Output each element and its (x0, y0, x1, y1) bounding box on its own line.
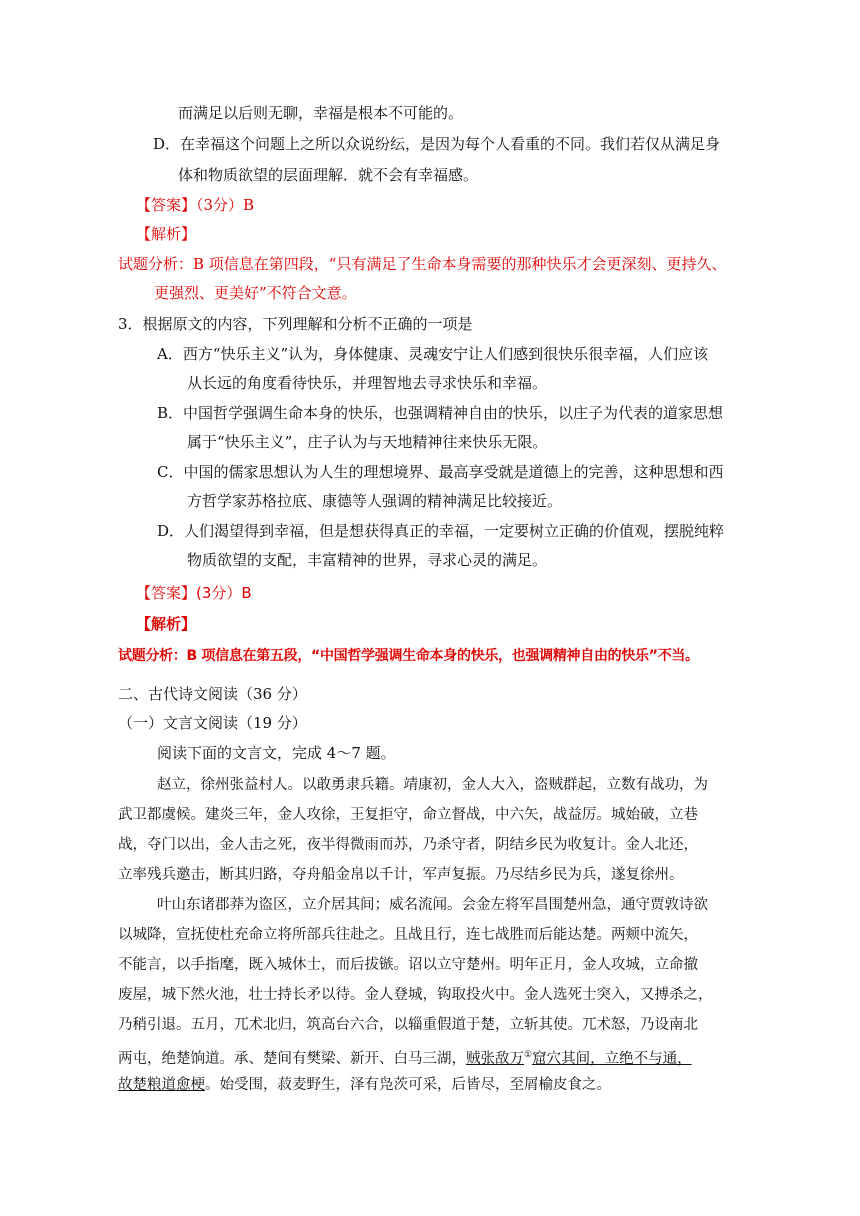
q3-option-b-line2: 属于“快乐主义”，庄子认为与天地精神往来快乐无限。 (187, 433, 548, 451)
q3-option-c-line2: 方哲学家苏格拉底、康德等人强调的精神满足比较接近。 (187, 492, 563, 510)
q3-option-d-line2: 物质欲望的支配，丰富精神的世界，寻求心灵的满足。 (187, 551, 548, 569)
passage-p2-line7-rest: 。始受围，菽麦野生，泽有凫茨可采，后皆尽，至屑榆皮食之。 (205, 1077, 611, 1093)
option-d-line2: 体和物质欲望的层面理解．就不会有幸福感。 (178, 166, 479, 184)
analysis-label-q3: 【解析】 (136, 615, 197, 633)
answer-q3: 【答案】(3分）B (136, 584, 252, 602)
passage-p2-line5: 乃稍引退。五月，兀术北归，筑高台六合，以辎重假道于楚，立斩其使。兀术怒，乃设南北 (118, 1017, 698, 1033)
q3-option-b-line1: B．中国哲学强调生命本身的快乐，也强调精神自由的快乐，以庄子为代表的道家思想 (157, 404, 724, 422)
q3-option-a-line1: A．西方“快乐主义”认为，身体健康、灵魂安宁让人们感到很快乐很幸福，人们应该 (157, 345, 709, 363)
passage-p2-line7 (118, 1074, 611, 1096)
q3-option-a-line2: 从长远的角度看待快乐，并理智地去寻求快乐和幸福。 (187, 374, 548, 392)
passage-p2-line1: 叶山东诸郡莽为盗区，立介居其间；威名流闻。会金左将军昌围楚州急，通守贾敦诗欲 (157, 897, 708, 913)
q3-option-c-line1: C．中国的儒家思想认为人生的理想境界、最高享受就是道德上的完善，这种思想和西 (157, 463, 724, 481)
passage-p1-line2: 武卫都虞候。建炎三年，金人攻徐，王复拒守，命立督战，中六矢，战益厉。城始破，立巷 (118, 807, 698, 823)
passage-p1-line4: 立率残兵邀击，断其归路，夺舟船金帛以千计，军声复振。乃尽结乡民为兵，遂复徐州。 (118, 867, 684, 883)
answer-q2: 【答案】（3分）B (136, 196, 255, 214)
passage-p2-line6-plain: 两屯，绝楚饷道。承、楚间有樊梁、新开、白马三湖， (118, 1050, 466, 1067)
section-2-title: 二、古代诗文阅读（36 分） (118, 685, 307, 703)
passage-p2-line2: 以城降，宣抚使杜充命立将所部兵往赴之。且战且行，连七战胜而后能达楚。两颊中流矢， (118, 927, 698, 943)
passage-p1-line3: 战，夺门以出，金人击之死，夜半得微雨而苏，乃杀守者，阴结乡民为收复计。金人北还， (118, 837, 698, 853)
passage-p2-line3: 不能言，以手指麾，既入城休士，而后拔镞。诏以立守楚州。明年正月，金人攻城，立命撤 (118, 957, 698, 973)
passage-p2-line6 (118, 1044, 692, 1070)
reading-instruction: 阅读下面的文言文，完成 4～7 题。 (157, 744, 396, 762)
section-2-subtitle: （一）文言文阅读（19 分） (118, 714, 307, 732)
q3-option-d-line1: D．人们渴望得到幸福，但是想获得真正的幸福，一定要树立正确的价值观，摆脱纯粹 (157, 522, 725, 540)
analysis-text-q2-line2: 更强烈、更美好”不符合文意。 (154, 284, 357, 302)
analysis-text-q2-line1: 试题分析：B 项信息在第四段，“只有满足了生命本身需要的那种快乐才会更深刻、更持久、 (118, 255, 727, 273)
analysis-label-q2: 【解析】 (136, 225, 197, 243)
analysis-text-q3: 试题分析：B 项信息在第五段，“中国哲学强调生命本身的快乐，也强调精神自由的快乐”不当。 (118, 648, 699, 664)
underlined-phrase-c: 故楚粮道愈梗 (118, 1077, 205, 1093)
passage-p1-line1: 赵立，徐州张益村人。以敢勇隶兵籍。靖康初，金人大入，盗贼群起，立数有战功，为 (157, 777, 708, 793)
footnote-marker: ① (524, 1050, 533, 1060)
passage-p2-line4: 废屋，城下然火池，壮士持长矛以待。金人登城，钩取投火中。金人选死士突入，又搏杀之， (118, 987, 713, 1003)
option-d-line1: D．在幸福这个问题上之所以众说纷纭，是因为每个人看重的不同。我们若仅从满足身 (153, 135, 721, 153)
underlined-phrase-b: 窟穴其间，立绝不与通， (532, 1050, 692, 1067)
option-c-continuation: 而满足以后则无聊，幸福是根本不可能的。 (178, 104, 464, 122)
underlined-phrase-a: 贼张敌万 (466, 1050, 524, 1067)
question-3-stem: 3．根据原文的内容，下列理解和分析不正确的一项是 (118, 315, 473, 333)
